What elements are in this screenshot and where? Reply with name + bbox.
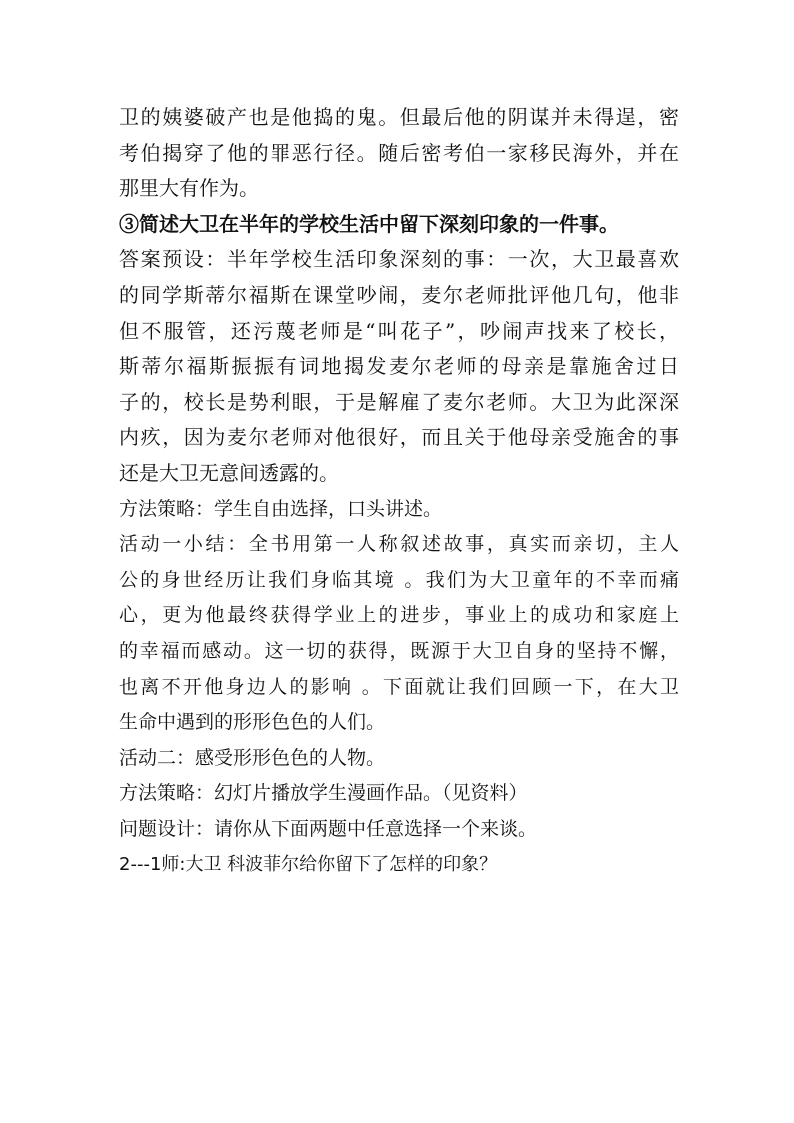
- answer-line: 的同学斯蒂尔福斯在课堂吵闹，麦尔老师批评他几句，他非: [119, 282, 679, 307]
- summary-line: 活动一小结：全书用第一人称叙述故事，真实而亲切，主人: [119, 533, 679, 556]
- paragraph-line: 卫的姨婆破产也是他捣的鬼。但最后他的阴谋并未得逞，密: [119, 105, 679, 129]
- answer-line: 但不服管，还污蔑老师是“叫花子”，吵闹声找来了校长，: [119, 318, 679, 343]
- answer-line: 内疚，因为麦尔老师对他很好，而且关于他母亲受施舍的事: [119, 425, 679, 450]
- question-heading: ③简述大卫在半年的学校生活中留下深刻印象的一件事。: [119, 211, 619, 236]
- answer-line: 还是大卫无意间透露的。: [119, 460, 339, 485]
- summary-line: 也离不开他身边人的影响 。下面就让我们回顾一下，在大卫: [119, 675, 679, 698]
- summary-line: 公的身世经历让我们身临其境 。我们为大卫童年的不幸而痛: [119, 568, 679, 591]
- summary-line: 的幸福而感动。这一切的获得，既源于大卫自身的坚持不懈，: [119, 639, 679, 662]
- document-body: [119, 100, 679, 883]
- summary-line: 心，更为他最终获得学业上的进步，事业上的成功和家庭上: [119, 604, 679, 627]
- question-design-line: 问题设计：请你从下面两题中任意选择一个来谈。: [119, 817, 538, 840]
- question-line: 2---1师:大卫 科波菲尔给你留下了怎样的印象？: [119, 854, 498, 876]
- answer-line: 答案预设：半年学校生活印象深刻的事：一次，大卫最喜欢: [119, 247, 679, 272]
- answer-line: 子的，校长是势利眼，于是解雇了麦尔老师。大卫为此深深: [119, 389, 679, 414]
- paragraph-line: 考伯揭穿了他的罪恶行径。随后密考伯一家移民海外，并在: [119, 140, 679, 165]
- paragraph-line: 那里大有作为。: [119, 176, 259, 201]
- activity-heading: 活动二：感受形形色色的人物。: [119, 746, 386, 769]
- answer-line: 斯蒂尔福斯振振有词地揭发麦尔老师的母亲是靠施舍过日: [119, 354, 679, 379]
- summary-line: 生命中遇到的形形色色的人们。: [119, 711, 386, 734]
- method-line: 方法策略：学生自由选择，口头讲述。: [119, 497, 443, 520]
- method-line: 方法策略：幻灯片播放学生漫画作品。（见资料）: [119, 782, 528, 805]
